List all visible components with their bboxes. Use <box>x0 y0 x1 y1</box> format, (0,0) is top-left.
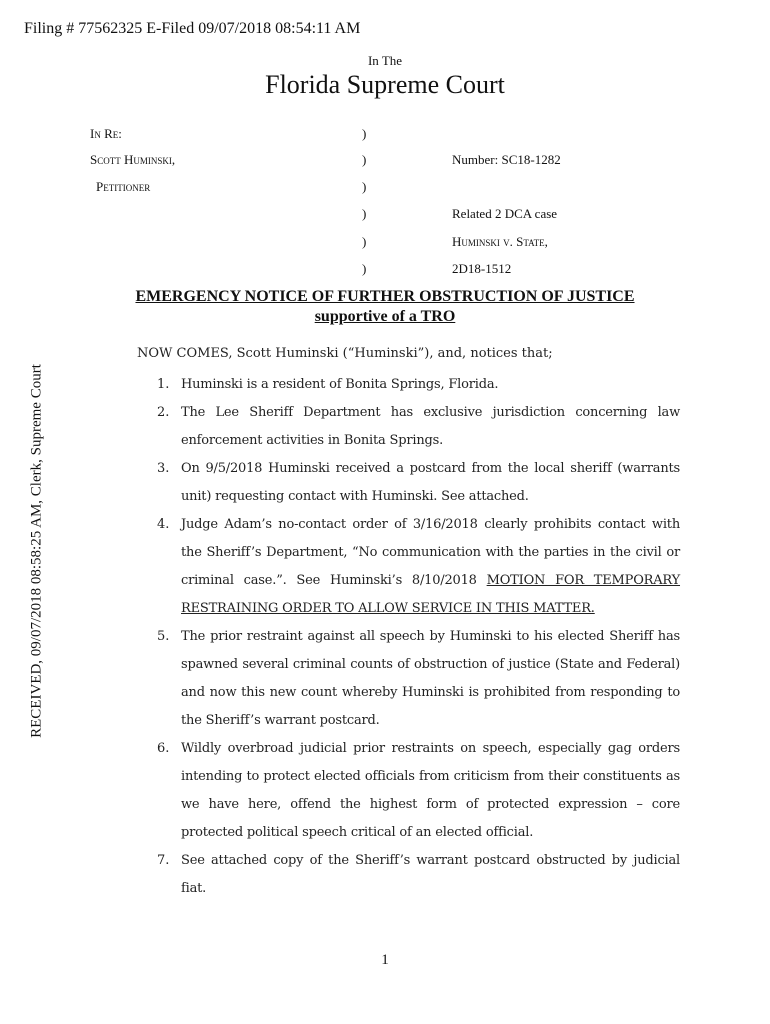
list-item <box>157 847 680 903</box>
item-number: 1. <box>157 377 170 392</box>
caption-paren: ) <box>362 234 367 249</box>
court-title: Florida Supreme Court <box>265 70 505 99</box>
caption-paren: ) <box>362 126 367 141</box>
list-item <box>157 399 680 455</box>
item-text: Wildly overbroad judicial prior restraints on speech, especially gag orders intending to protect elected officials from criticism from their constituents as we have here, offend the highest form of protected expression – core protected political speech critical of an elected official. <box>181 741 680 840</box>
related-case-label: Related 2 DCA case <box>452 206 558 221</box>
case-number: Number: SC18-1282 <box>452 152 561 167</box>
list-item <box>157 623 680 735</box>
received-stamp: RECEIVED, 09/07/2018 08:58:25 AM, Clerk, Supreme Court <box>28 364 45 738</box>
page-number: 1 <box>381 952 389 968</box>
item-text: On 9/5/2018 Huminski received a postcard from the local sheriff (warrants unit) requesting contact with Huminski. See attached. <box>181 461 680 504</box>
heading-line-1: EMERGENCY NOTICE OF FURTHER OBSTRUCTION OF JUSTICE <box>135 288 635 305</box>
intro-paragraph: NOW COMES, Scott Huminski (“Huminski”), and, notices that; <box>137 346 553 361</box>
court-intro: In The <box>367 53 403 68</box>
caption-paren: ) <box>362 206 367 221</box>
item-text: The prior restraint against all speech by Huminski to his elected Sheriff has spawned several criminal counts of obstruction of justice (State and Federal) and now this new count whereby Huminski is prohibited from responding to the Sheriff’s warrant postcard. <box>181 629 680 728</box>
item-text: Judge Adam’s no-contact order of 3/16/2018 clearly prohibits contact with the Sheriff’s Department, “No communication with the parties in the civil or criminal case.”. See Huminski’s 8/10/2018 <box>181 517 680 588</box>
item-text-wrap <box>181 511 680 623</box>
item-text: See attached copy of the Sheriff’s warrant postcard obstructed by judicial fiat. <box>181 853 680 896</box>
item-number: 5. <box>157 629 170 644</box>
numbered-list <box>157 371 680 903</box>
list-item <box>157 371 680 399</box>
notice-heading <box>0 287 770 327</box>
motion-reference-link: MOTION FOR TEMPORARY RESTRAINING ORDER TO ALLOW SERVICE IN THIS MATTER. <box>181 573 681 616</box>
in-re-label: In Re: <box>90 126 122 141</box>
item-text: The Lee Sheriff Department has exclusive jurisdiction concerning law enforcement activities in Bonita Springs. <box>181 405 680 448</box>
item-text: Huminski is a resident of Bonita Springs, Florida. <box>181 377 499 392</box>
list-item <box>157 511 680 623</box>
item-number: 7. <box>157 853 170 868</box>
caption-paren: ) <box>362 179 367 194</box>
list-item <box>157 455 680 511</box>
filing-header: Filing # 77562325 E-Filed 09/07/2018 08:54:11 AM <box>24 20 361 37</box>
party-role: Petitioner <box>96 179 151 194</box>
related-case-number: 2D18-1512 <box>452 261 512 276</box>
item-number: 4. <box>157 517 170 532</box>
caption-paren: ) <box>362 261 367 276</box>
list-item <box>157 735 680 847</box>
item-number: 2. <box>157 405 170 420</box>
related-case-name: Huminski v. State, <box>452 234 548 249</box>
item-number: 3. <box>157 461 170 476</box>
heading-line-2: supportive of a TRO <box>314 308 456 325</box>
item-number: 6. <box>157 741 170 756</box>
party-name: Scott Huminski, <box>90 152 176 167</box>
caption-paren: ) <box>362 152 367 167</box>
